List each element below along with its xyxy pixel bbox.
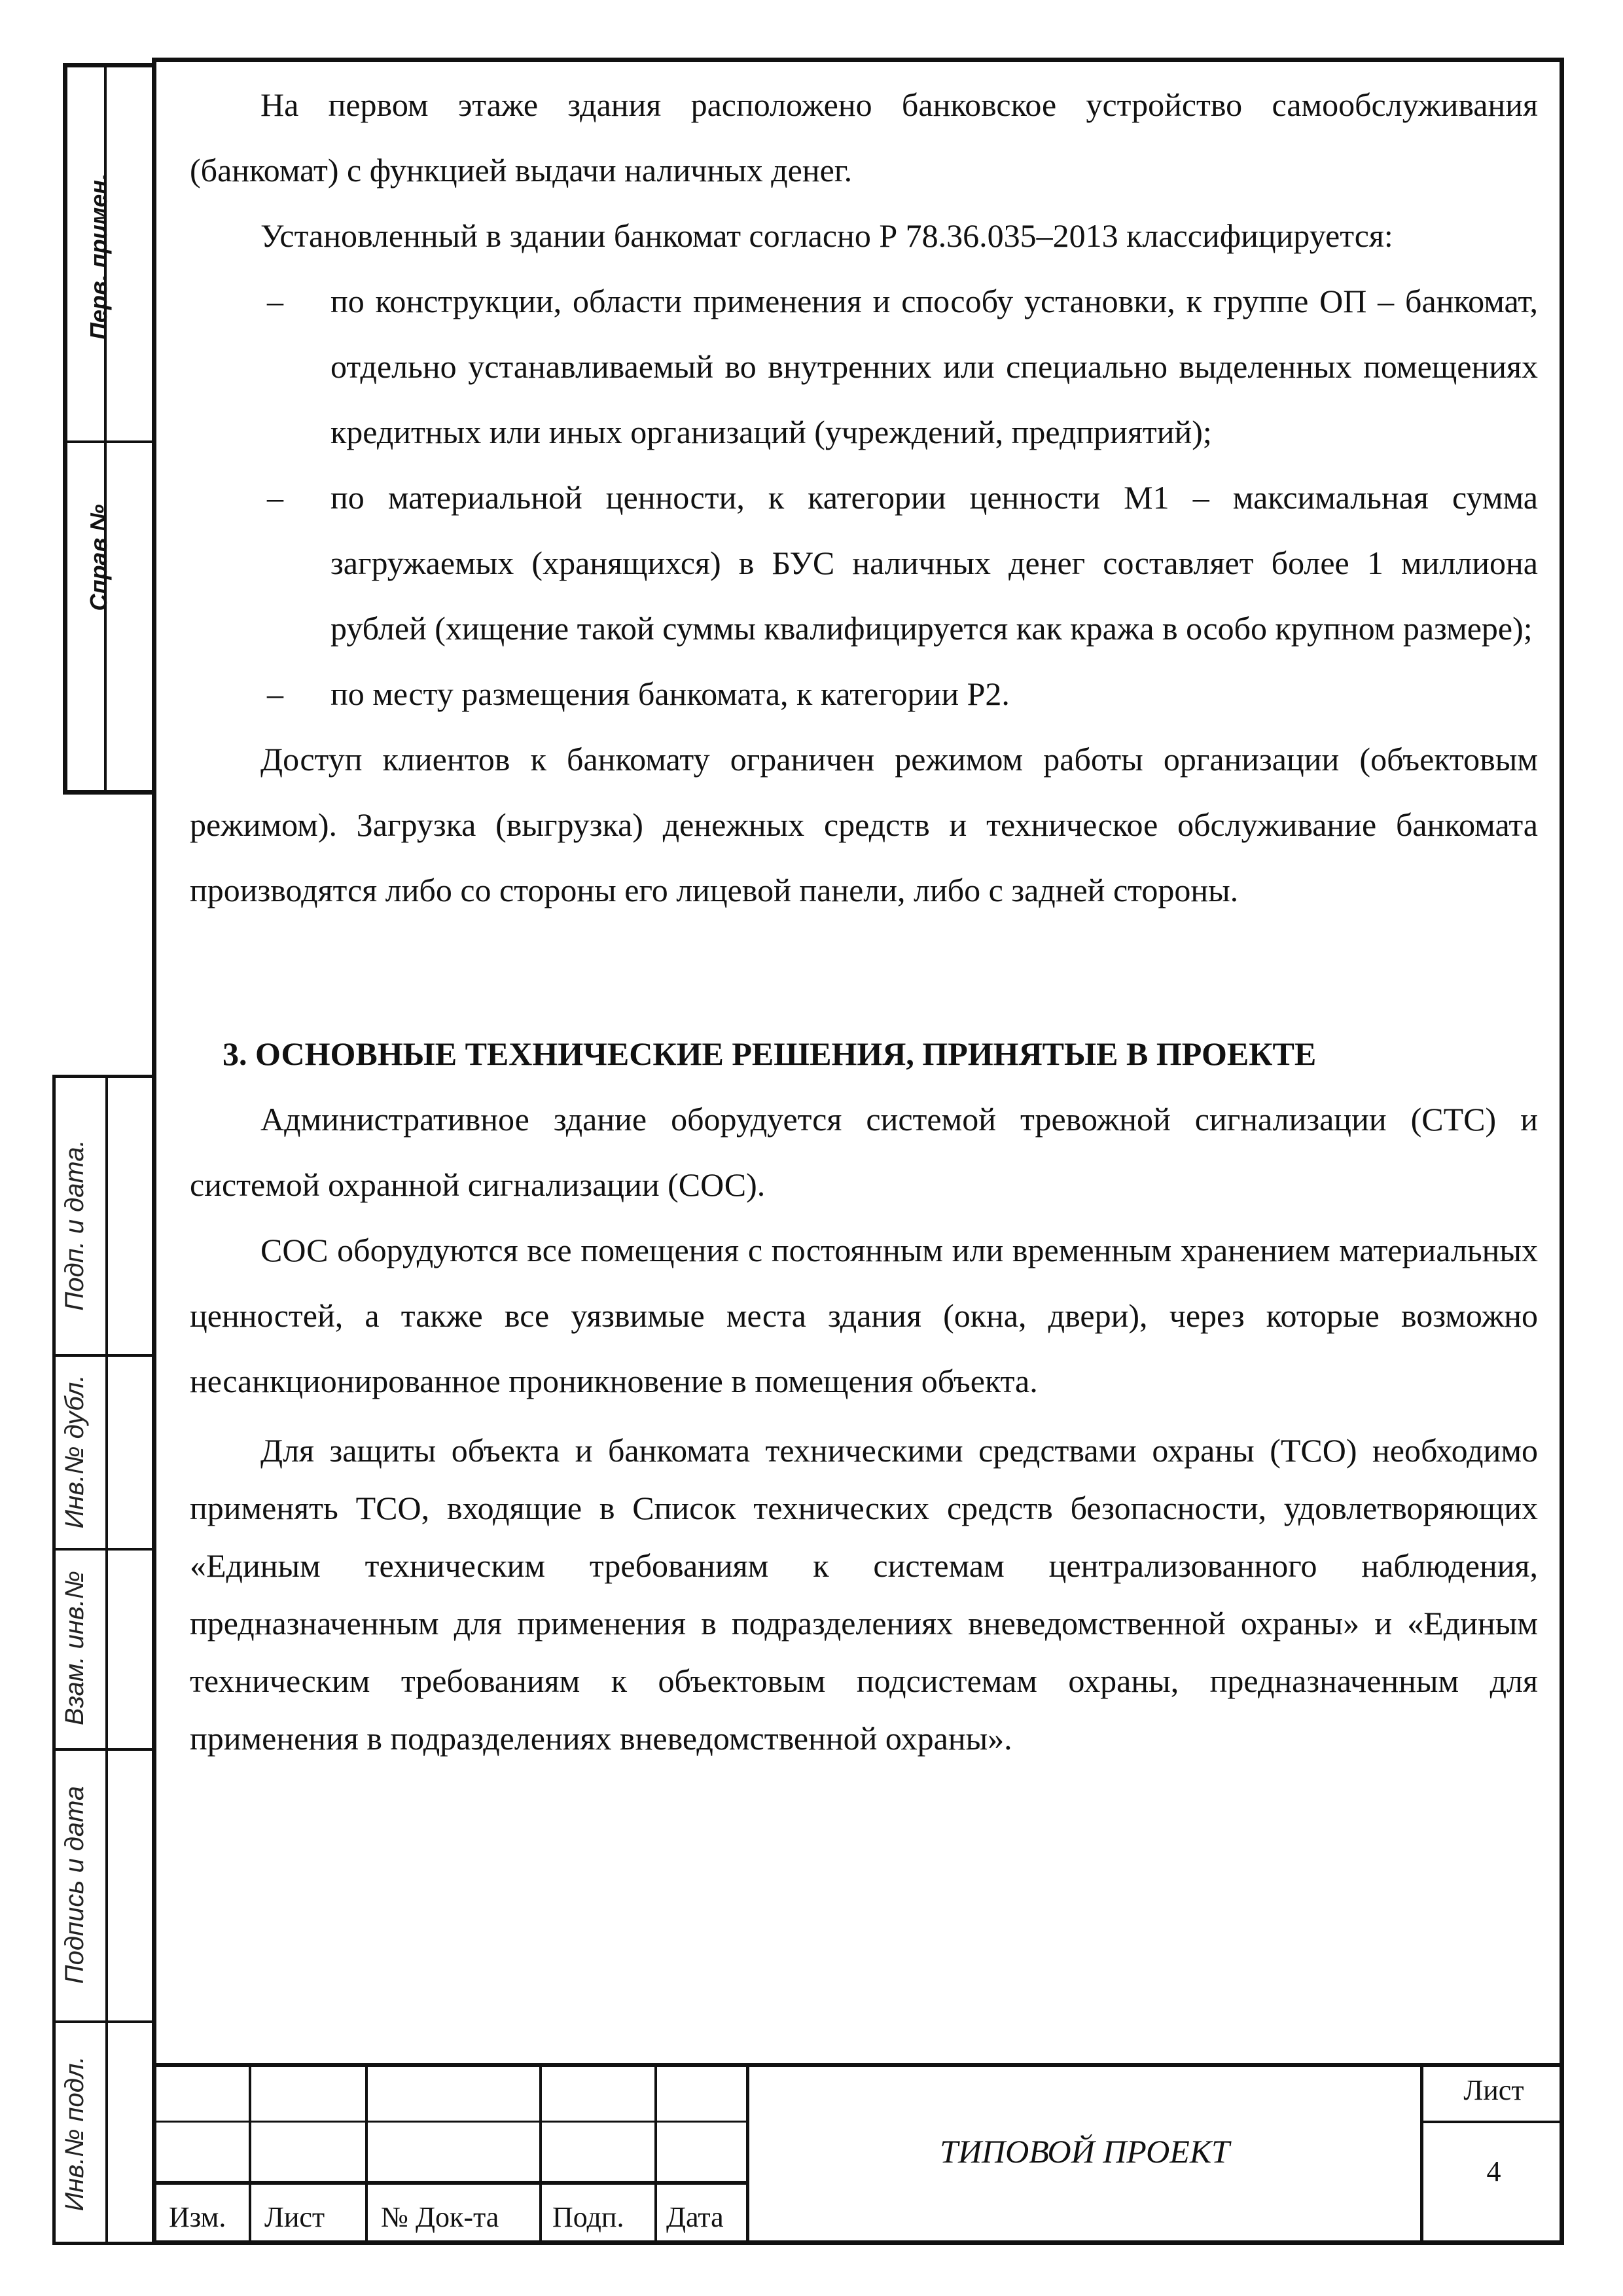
label-podpis-data: Подпись и дата [60,1785,89,1984]
list-item [190,268,1538,465]
side-stamp-bottom [52,1075,152,2245]
list-dash: – [267,675,283,712]
paragraph: СОС оборудуются все помещения с постоянным или временным хранением материальных ценностей, а также все уязвимые места здания (окна, двери), через которые возможно несанкционированное проникновение в помещения объекта. [190,1232,1538,1399]
divider [152,2063,1564,2067]
divider [1420,2121,1564,2123]
label-podp-data: Подп. и дата. [60,1139,89,1311]
col-doc: № Док-та [381,2201,499,2233]
paragraph: Административное здание оборудуется системой тревожной сигнализации (СТС) и системой охранной сигнализации (СОС). [190,1101,1538,1203]
divider [152,2121,749,2123]
divider [152,2181,749,2185]
list-item [190,465,1538,661]
list-item-text: по месту размещения банкомата, к категории Р2. [330,675,1010,712]
divider [249,2063,251,2245]
paragraph: Для защиты объекта и банкомата техническими средствами охраны (ТСО) необходимо применять ТСО, входящие в Список технических средств безопасности, удовлетворяющих «Единым техническим требованиям к системам централизованного наблюдения, предназначенным для применения в подразделениях вневедомственной охраны» и «Единым техническим требованиям к объектовым подсистемам охраны, предназначенным для применения в подразделениях вневедомственной охраны». [190,1432,1538,1757]
col-data: Дата [666,2201,724,2233]
paragraph: Доступ клиентов к банкомату ограничен режимом работы организации (объектовым режимом). Загрузка (выгрузка) денежных средств и техническое обслуживание банкомата производятся либо со стороны его лицевой панели, либо с задней стороны. [190,741,1538,908]
paragraph: На первом этаже здания расположено банковское устройство самообслуживания (банкомат) с функцией выдачи наличных денег. [190,86,1538,188]
label-inv-podl: Инв.№ подл. [60,2056,89,2212]
divider [539,2063,542,2245]
col-podp: Подп. [552,2201,624,2233]
divider [105,1078,108,2242]
label-perv-primen: Перв. примен. [85,173,112,340]
col-list: Лист [264,2201,325,2233]
list-item-text: по материальной ценности, к категории ценности М1 – максимальная сумма загружаемых (хранящихся) в БУС наличных денег составляет более 1 миллиона рублей (хищение такой суммы квалифицируется как кража в особо крупном размере); [330,479,1538,647]
divider [654,2063,657,2245]
label-sprav: Справ № [85,504,112,611]
sheet-label: Лист [1463,2074,1524,2106]
sheet-number: 4 [1486,2155,1501,2187]
document-body [190,72,1538,1767]
list-item-text: по конструкции, области применения и способу установки, к группе ОП – банкомат, отдельно устанавливаемый во внутренних или специально выделенных помещениях кредитных или иных организаций (учреждений, предприятий); [330,283,1538,450]
list-dash: – [267,283,283,319]
side-stamp-top [63,63,152,795]
divider [365,2063,368,2245]
section-heading: 3. ОСНОВНЫЕ ТЕХНИЧЕСКИЕ РЕШЕНИЯ, ПРИНЯТЫЕ В ПРОЕКТЕ [223,1035,1317,1072]
list-item [190,661,1538,726]
paragraph: Установленный в здании банкомат согласно Р 78.36.035–2013 классифицируется: [260,217,1393,254]
document-title: ТИПОВОЙ ПРОЕКТ [940,2133,1230,2170]
label-inv-dubl: Инв.№ дубл. [60,1374,89,1529]
label-vzam-inv: Взам. инв.№ [60,1570,89,1726]
list-dash: – [267,479,283,516]
title-block [152,2063,1564,2245]
col-izm: Изм. [169,2201,226,2233]
